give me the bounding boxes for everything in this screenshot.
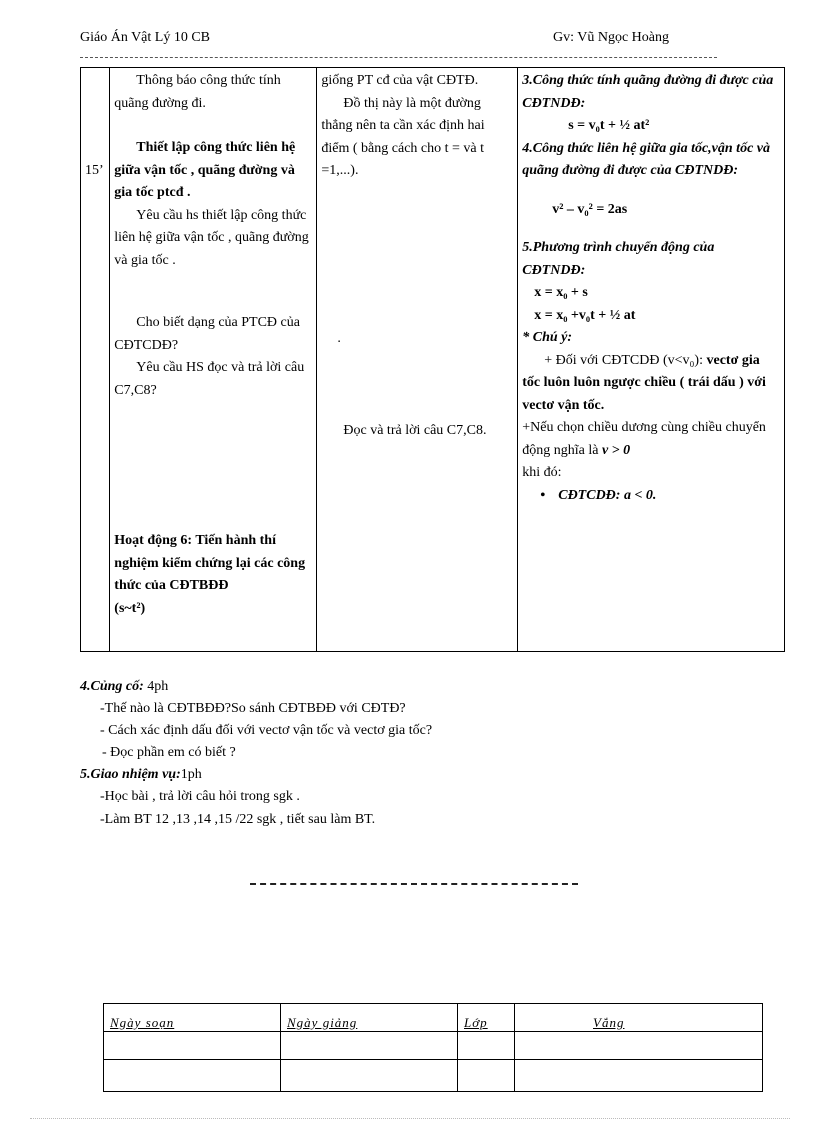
time-cell: [81, 68, 110, 652]
section-5-item: -Học bài , trả lời câu hỏi trong sgk .: [100, 789, 300, 804]
ask-c7-c8: Yêu cầu HS đọc và trả lời câu C7,C8?: [114, 360, 305, 398]
bullet-icon: •: [540, 487, 546, 503]
ask-students-derive: Yêu cầu hs thiết lập công thức liên hệ giữa vận tốc , quãng đường và gia tốc .: [114, 207, 309, 268]
note-heading: * Chú ý:: [522, 330, 573, 345]
note-2-then: khi đó:: [522, 465, 562, 480]
empty-cell: [458, 1060, 515, 1092]
formula-distance: s = v₀t + ½ at²: [568, 118, 650, 133]
derive-relation: Thiết lập công thức liên hệ giữa vận tốc , quãng đường và gia tốc ptcđ .: [114, 140, 296, 200]
answer-c7-c8: Đọc và trả lời câu C7,C8.: [343, 423, 487, 438]
header-title: Giáo Án Vật Lý 10 CB: [80, 30, 211, 45]
teacher-activity-cell: [110, 68, 317, 652]
section-4-time: 4ph: [143, 679, 169, 694]
bullet-text: CĐTCDĐ: a < 0.: [558, 487, 657, 503]
ask-equation-form: Cho biết dạng của PTCĐ của CĐTCDĐ?: [114, 315, 300, 353]
formula-position-2: x = x₀ +v₀t + ½ at: [534, 307, 636, 323]
heading-5: 5.Phương trình chuyển động của CĐTNDĐ:: [522, 240, 715, 278]
note-2-condition: v > 0: [601, 442, 631, 458]
header-divider: [80, 57, 717, 58]
student-activity-cell: [317, 68, 518, 652]
content-cell: [518, 68, 785, 652]
empty-cell: [515, 1060, 763, 1092]
formula-position-1: x = x₀ + s: [534, 285, 588, 300]
section-4-title: 4.Củng cố:: [80, 679, 144, 694]
heading-4: 4.Công thức liên hệ giữa gia tốc,vận tốc và quãng đường đi được của CĐTNDĐ:: [522, 140, 771, 178]
section-5-time: 1ph: [180, 767, 202, 782]
activity-6: Hoạt động 6: Tiến hành thí nghiệm kiểm chứng lại các công thức của CĐTBĐĐ: [114, 533, 306, 593]
section-5-item: -Làm BT 12 ,13 ,14 ,15 /22 sgk , tiết sau làm BT.: [100, 812, 376, 827]
empty-cell: [281, 1060, 458, 1092]
formula-velocity: v² – v₀² = 2as: [552, 201, 628, 217]
empty-cell: [515, 1032, 763, 1060]
empty-cell: [104, 1032, 281, 1060]
end-divider: [250, 883, 578, 885]
activity-6-relation: (s~t²): [114, 600, 146, 616]
lesson-table: [80, 67, 785, 652]
empty-cell: [104, 1060, 281, 1092]
note-1-rule: vectơ gia tốc luôn luôn ngược chiều ( trái dấu ) với vectơ vận tốc.: [522, 352, 766, 413]
section-4-item: - Cách xác định dấu đối với vectơ vận tốc và vectơ gia tốc?: [100, 723, 433, 738]
note-2-lead: +Nếu chọn chiều dương cùng chiều chuyển động nghĩa là: [522, 420, 766, 458]
stray-dot: .: [337, 330, 341, 346]
similar-equation: giống PT cđ của vật CĐTĐ.: [321, 73, 479, 88]
time-value: 15’: [85, 163, 104, 178]
header-date-taught: Ngày giảng: [287, 1015, 358, 1030]
section-5-title: 5.Giao nhiệm vụ:: [80, 767, 181, 782]
section-4-item: - Đọc phần em có biết ?: [102, 745, 236, 760]
heading-3: 3.Công thức tính quãng đường đi được của CĐTNDĐ:: [522, 73, 774, 111]
section-4-item: -Thế nào là CĐTBĐĐ?So sánh CĐTBĐĐ với CĐTĐ?: [100, 701, 406, 716]
header-class: Lớp: [464, 1015, 488, 1030]
graph-note: Đồ thị này là một đường thẳng nên ta cần xác định hai điểm ( bằng cách cho t = và t =1,...).: [321, 95, 485, 178]
empty-cell: [458, 1032, 515, 1060]
empty-cell: [281, 1032, 458, 1060]
schedule-table: [103, 1003, 763, 1092]
note-1-lead: + Đối với CĐTCDĐ (v<v₀):: [544, 352, 707, 368]
header-absent: Vắng: [593, 1015, 625, 1030]
announce-formula: Thông báo công thức tính quãng đường đi.: [114, 73, 281, 111]
header-teacher: Gv: Vũ Ngọc Hoàng: [553, 30, 670, 45]
header-date-prepared: Ngày soạn: [110, 1015, 175, 1030]
page-bottom-border: [30, 1118, 790, 1119]
